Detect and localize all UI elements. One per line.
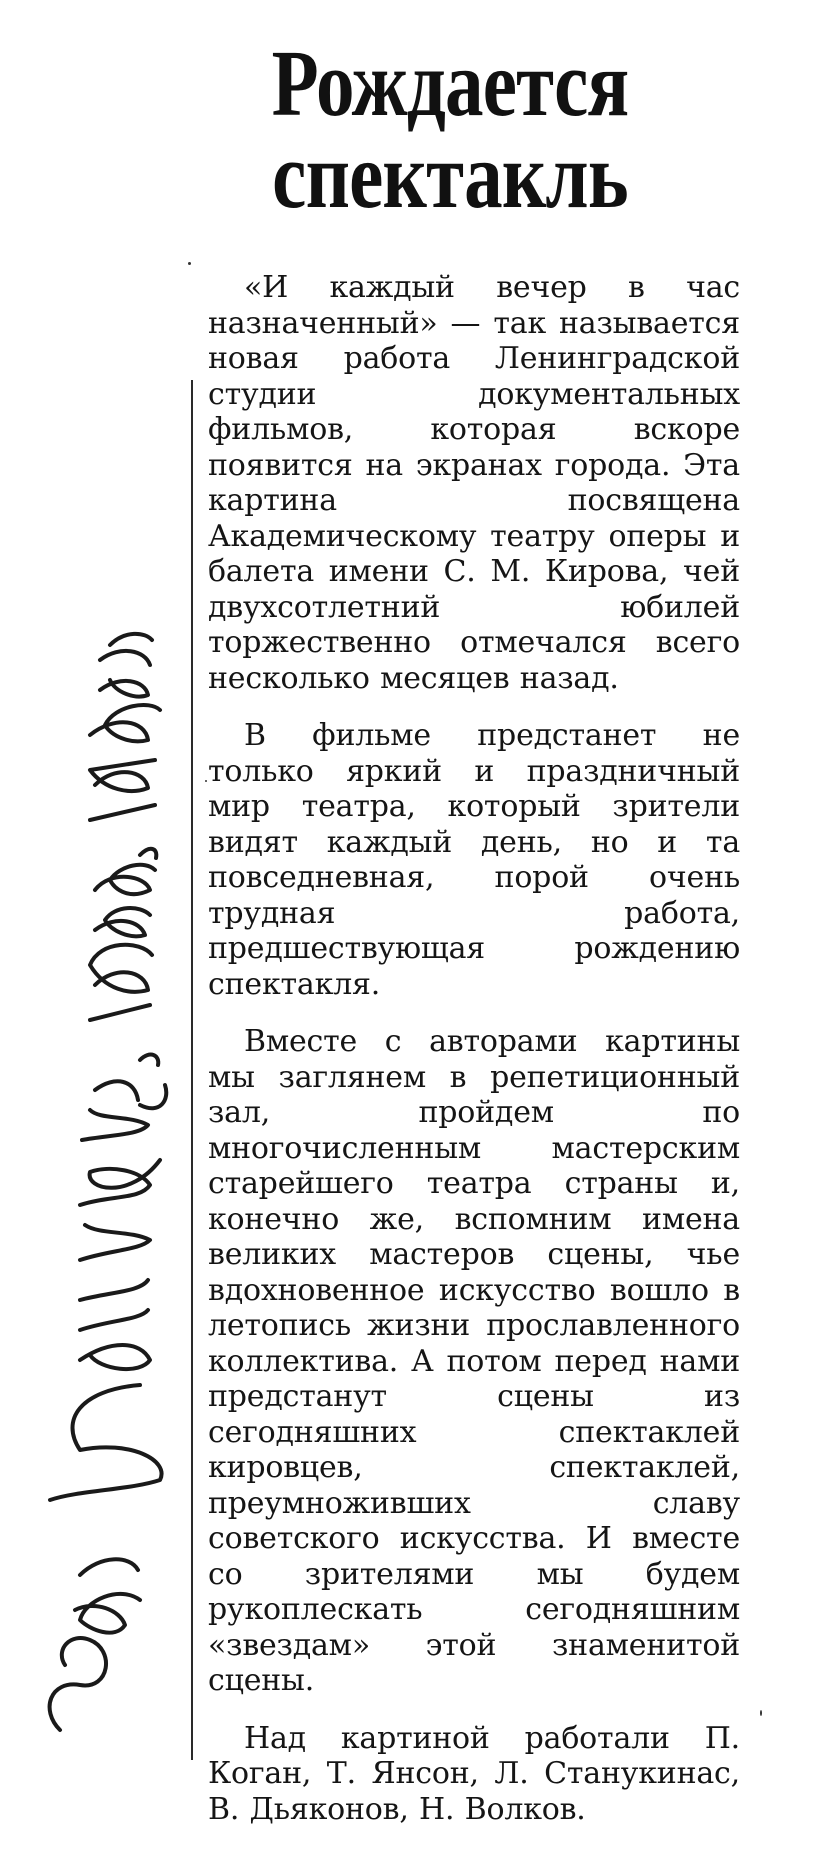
paragraph-1: «И каждый вечер в час назначенный» — так называется новая работа Ленинградской студии документальных фильмов, которая вскоре появится на экранах города. Эта картина посвящена Академическому театру оперы и балета имени С. М. Кирова, чей двухсотлетний юбилей торжественно отмечался всего несколько месяцев назад. [208,270,740,696]
print-speck [760,1710,762,1716]
paragraph-3: Вместе с авторами картины мы заглянем в репетиционный зал, пройдем по многочисленным мастерским старейшего театра страны и, конечно же, вспомним имена великих мастеров сцены, чье вдохновенное искусство вошло в летопись жизни прославленного коллектива. А потом перед нами предстанут сцены из сегодняшних спектаклей кировцев, спектаклей, преумноживших славу советского искусства. И вместе со зрителями мы будем рукоплескать сегодняшним «звездам» этой знаменитой сцены. [208,1024,740,1698]
paragraph-4: Над картиной работали П. Коган, Т. Янсон, Л. Станукинас, В. Дьяконов, Н. Волков. [208,1720,740,1827]
handwritten-annotation [20,460,180,1750]
headline [261,32,638,228]
paragraph-2: В фильме предстанет не только яркий и праздничный мир театра, который зрители видят каждый день, но и та повседневная, порой очень трудная работа, предшествующая рождению спектакля. [208,718,740,1002]
headline-line-2: спектакль [272,124,628,228]
print-speck [205,780,207,782]
print-speck [188,262,191,265]
article-body [208,270,740,1849]
headline-line-1: Рождается [271,32,629,136]
pencil-margin-line [191,380,193,1760]
